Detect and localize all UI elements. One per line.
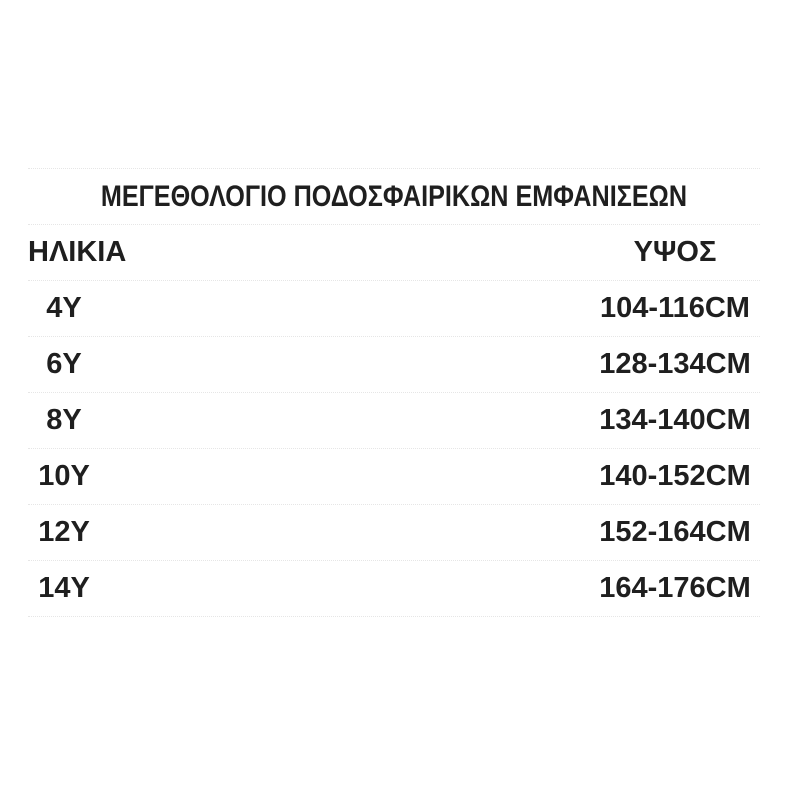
table-row [28,505,760,561]
age-cell: 8Y [46,404,82,436]
age-cell: 4Y [46,292,82,324]
column-header-age: ΗΛΙΚΙΑ [28,236,127,268]
table-row [28,561,760,617]
size-chart-header-row [28,225,760,281]
size-chart-title-row [28,169,760,225]
age-cell: 12Y [38,516,90,548]
age-cell: 6Y [46,348,82,380]
column-header-height: ΥΨΟΣ [633,236,717,268]
table-row [28,393,760,449]
size-chart-title: ΜΕΓΕΘΟΛΟΓΙΟ ΠΟΔΟΣΦΑΙΡΙΚΩΝ ΕΜΦΑΝΙΣΕΩΝ [100,179,688,213]
height-cell: 152-164CM [599,516,751,548]
size-chart-table [28,168,760,617]
age-cell: 14Y [38,572,90,604]
table-row [28,337,760,393]
height-cell: 140-152CM [599,460,751,492]
height-cell: 128-134CM [599,348,751,380]
height-cell: 134-140CM [599,404,751,436]
age-cell: 10Y [38,460,90,492]
table-row [28,281,760,337]
table-row [28,449,760,505]
height-cell: 104-116CM [600,292,750,324]
height-cell: 164-176CM [599,572,751,604]
